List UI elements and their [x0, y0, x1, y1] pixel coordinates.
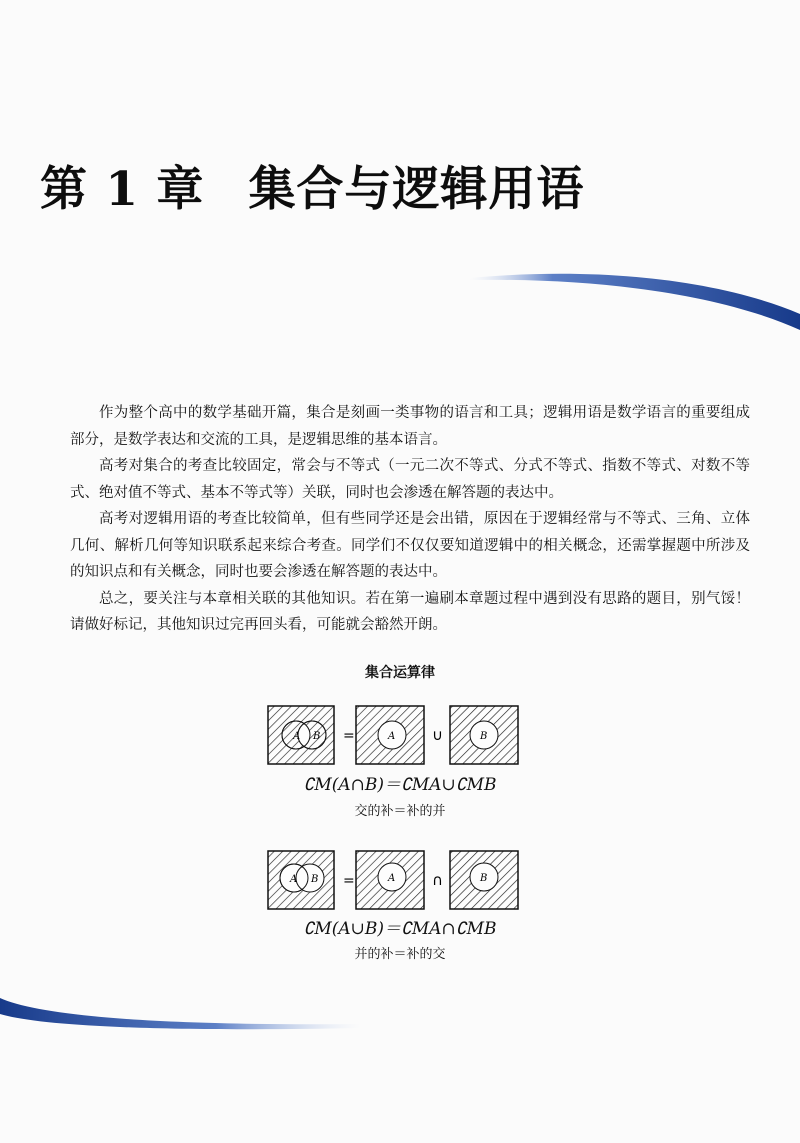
chapter-number: 第 1 章 — [40, 162, 205, 217]
law1-caption: 交的补＝补的并 — [354, 804, 446, 819]
venn-box-complement-a — [356, 706, 424, 764]
law2-caption: 并的补＝补的交 — [354, 947, 446, 962]
figure-title: 集合运算律 — [365, 665, 435, 681]
decorative-swoosh-bottom — [0, 990, 800, 1050]
label-b: B — [313, 731, 321, 742]
law1-formula: ∁M(A∩B)＝∁MA∪∁MB — [303, 775, 497, 795]
intersection-sign: ∩ — [432, 871, 443, 889]
union-sign: ∪ — [432, 726, 443, 744]
label-a: A — [388, 873, 396, 884]
label-a: A — [290, 874, 298, 885]
label-a: A — [388, 731, 396, 742]
label-b: B — [311, 874, 319, 885]
venn-box-complement-b — [450, 706, 518, 764]
equals-sign: = — [343, 873, 355, 889]
venn-diagram-law1 — [0, 700, 800, 770]
venn-diagram-law2 — [0, 845, 800, 915]
intro-paragraph: 总之，要关注与本章相关联的其他知识。若在第一遍刷本章题过程中遇到没有思路的题目，别气馁！请做好标记，其他知识过完再回头看，可能就会豁然开朗。 — [70, 590, 750, 633]
chapter-title — [40, 152, 584, 219]
equals-sign: = — [343, 728, 355, 744]
intro-paragraph: 作为整个高中的数学基础开篇，集合是刻画一类事物的语言和工具；逻辑用语是数学语言的重要组成部分，是数学表达和交流的工具，是逻辑思维的基本语言。 — [70, 405, 750, 448]
label-a: A — [293, 731, 301, 742]
law2-formula: ∁M(A∪B)＝∁MA∩∁MB — [303, 919, 497, 939]
intro-paragraph: 高考对逻辑用语的考查比较简单，但有些同学还是会出错，原因在于逻辑经常与不等式、三角、立体几何、解析几何等知识联系起来综合考查。同学们不仅仅要知道逻辑中的相关概念，还需掌握题中所涉及的知识点和有关概念，同时也要会渗透在解答题的表达中。 — [70, 511, 750, 580]
venn-box-complement-intersection — [268, 706, 334, 764]
decorative-swoosh-top — [0, 258, 800, 338]
venn-box-complement-a — [356, 851, 424, 909]
label-b: B — [480, 873, 488, 884]
label-b: B — [480, 731, 488, 742]
chapter-name: 集合与逻辑用语 — [248, 162, 585, 217]
intro-paragraph: 高考对集合的考查比较固定，常会与不等式（一元二次不等式、分式不等式、指数不等式、对数不等式、绝对值不等式、基本不等式等）关联，同时也会渗透在解答题的表达中。 — [70, 458, 750, 501]
intro-text — [70, 400, 750, 639]
venn-box-complement-union — [268, 851, 334, 909]
venn-box-complement-b — [450, 851, 518, 909]
